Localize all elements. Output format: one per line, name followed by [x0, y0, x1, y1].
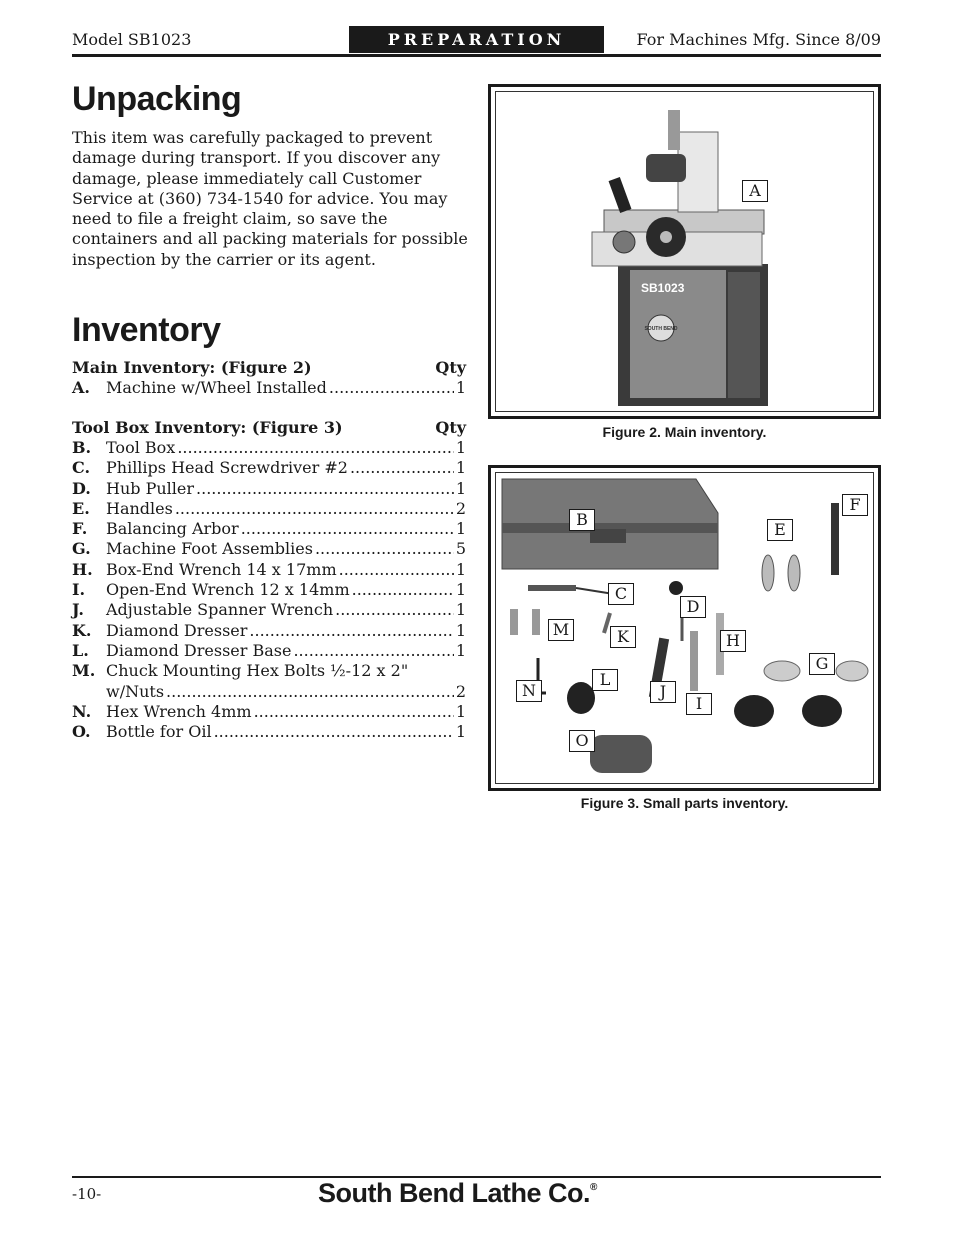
inventory-row	[72, 702, 466, 722]
item-qty: 1	[455, 580, 466, 600]
item-name: w/Nuts	[106, 681, 165, 701]
toolbox-inventory-list	[72, 418, 466, 742]
item-name: Machine w/Wheel Installed	[106, 378, 327, 397]
leader-dots	[335, 600, 454, 620]
table-handwheel	[613, 231, 635, 253]
item-qty: 1	[455, 640, 466, 660]
figure-3-frame	[488, 465, 881, 791]
leader-dots	[196, 479, 454, 499]
qty-label: Qty	[435, 358, 466, 377]
item-letter: N.	[72, 701, 92, 721]
item-qty: 2	[455, 681, 466, 701]
main-inventory-list	[72, 358, 466, 398]
machine-foot	[802, 695, 842, 727]
item-name: Hex Wrench 4mm	[106, 701, 252, 721]
item-letter: D.	[72, 478, 91, 498]
item-letter: K.	[72, 620, 92, 640]
inventory-row	[72, 479, 466, 499]
callout-o: O	[569, 730, 595, 752]
callout-b: B	[569, 509, 595, 531]
main-inventory-title: Main Inventory: (Figure 2)	[72, 358, 312, 377]
leader-dots	[249, 621, 453, 641]
screwdriver-handle	[528, 585, 576, 591]
item-name: Balancing Arbor	[106, 519, 239, 539]
spindle-head	[668, 110, 680, 150]
cabinet-side	[728, 272, 760, 398]
item-qty: 1	[455, 620, 466, 640]
item-letter: A.	[72, 378, 90, 397]
toolbox-inventory-header	[72, 418, 466, 438]
item-name: Adjustable Spanner Wrench	[106, 600, 334, 620]
item-letter: O.	[72, 722, 91, 742]
inventory-heading: Inventory	[72, 311, 221, 349]
handle	[762, 555, 774, 591]
item-letter: M.	[72, 661, 96, 681]
inventory-row	[72, 438, 466, 458]
leader-dots	[254, 702, 454, 722]
item-qty: 1	[455, 701, 466, 721]
item-qty: 5	[455, 539, 466, 559]
inventory-row	[72, 682, 466, 702]
item-name: Open-End Wrench 12 x 14mm	[106, 580, 350, 600]
item-name: Hub Puller	[106, 478, 195, 498]
callout-n: N	[516, 680, 542, 702]
diamond-dresser-base	[567, 682, 595, 714]
inventory-row	[72, 539, 466, 559]
leader-dots	[241, 519, 454, 539]
item-letter	[72, 682, 106, 702]
callout-m: M	[548, 619, 574, 641]
leader-dots	[339, 560, 454, 580]
item-letter: E.	[72, 498, 90, 518]
hex-bolt	[510, 609, 518, 635]
item-name: Machine Foot Assemblies	[106, 539, 313, 559]
leader-dots	[350, 458, 454, 478]
callout-k: K	[610, 626, 636, 648]
inventory-row	[72, 560, 466, 580]
item-letter: F.	[72, 519, 88, 539]
unpacking-paragraph: This item was carefully packaged to prevent damage during transport. If you discover any damage, please immediately call Customer Service at (360) 734-1540 for advice. You may need to file a freight claim, so save the containers and all packing materials for possible inspection by the carrier or its agent.	[72, 128, 468, 269]
callout-e: E	[767, 519, 793, 541]
machine-foot	[764, 661, 800, 681]
page-number: -10-	[72, 1185, 102, 1203]
unpacking-heading: Unpacking	[72, 80, 242, 118]
machines-since: For Machines Mfg. Since 8/09	[636, 30, 881, 49]
machine-model-label: SB1023	[641, 281, 685, 295]
handwheel-hub	[660, 231, 672, 243]
callout-h: H	[720, 630, 746, 652]
figure-3-image	[495, 472, 874, 784]
item-name: Chuck Mounting Hex Bolts ½-12 x 2"	[106, 661, 409, 681]
inventory-row	[72, 378, 466, 398]
item-name: Tool Box	[106, 438, 176, 457]
item-qty: 1	[455, 478, 466, 498]
inventory-row	[72, 519, 466, 539]
callout-j: J	[650, 681, 676, 703]
wheel-guard	[646, 154, 686, 182]
leader-dots	[329, 378, 454, 398]
hex-bolt	[532, 609, 540, 635]
header-rule	[72, 54, 881, 57]
surface-grinder-illustration	[496, 92, 873, 411]
toolbox-inventory-title: Tool Box Inventory: (Figure 3)	[72, 418, 343, 437]
balancing-arbor	[831, 503, 839, 575]
item-qty: 1	[455, 458, 466, 478]
item-letter: H.	[72, 559, 93, 579]
inventory-row	[72, 661, 466, 681]
callout-d: D	[680, 596, 706, 618]
item-letter: C.	[72, 458, 91, 478]
item-name: Diamond Dresser Base	[106, 640, 292, 660]
callout-f: F	[842, 494, 868, 516]
item-qty: 1	[455, 438, 466, 457]
figure-2-caption: Figure 2. Main inventory.	[602, 424, 767, 440]
item-letter: J.	[72, 600, 84, 620]
leader-dots	[166, 682, 454, 702]
handle	[788, 555, 800, 591]
callout-i: I	[686, 693, 712, 715]
page-header	[72, 26, 881, 54]
figure-2-image	[495, 91, 874, 412]
inventory-row	[72, 600, 466, 620]
item-qty: 1	[455, 600, 466, 620]
leader-dots	[177, 438, 454, 458]
item-name: Diamond Dresser	[106, 620, 248, 640]
leader-dots	[293, 641, 453, 661]
brand-badge-text: SOUTH BEND	[644, 326, 678, 332]
qty-label: Qty	[435, 418, 466, 437]
callout-l: L	[592, 669, 618, 691]
inventory-row	[72, 722, 466, 742]
callout-c: C	[608, 583, 634, 605]
main-inventory-header	[72, 358, 466, 378]
item-letter: L.	[72, 640, 89, 660]
item-letter: G.	[72, 539, 91, 559]
item-name: Box-End Wrench 14 x 17mm	[106, 559, 337, 579]
item-qty: 1	[455, 519, 466, 539]
leader-dots	[315, 539, 454, 559]
item-name: Handles	[106, 498, 173, 518]
item-letter: B.	[72, 438, 92, 457]
open-end-wrench	[690, 631, 698, 691]
inventory-row	[72, 621, 466, 641]
inventory-row	[72, 580, 466, 600]
brand-name: South Bend Lathe Co.	[318, 1178, 590, 1208]
registered-mark: ®	[589, 1182, 597, 1193]
machine-foot	[836, 661, 868, 681]
inventory-row	[72, 641, 466, 661]
inventory-row	[72, 499, 466, 519]
machine-foot	[734, 695, 774, 727]
oil-bottle	[590, 735, 652, 773]
figure-3-caption: Figure 3. Small parts inventory.	[580, 795, 789, 811]
leader-dots	[175, 499, 454, 519]
tool-box-latch	[590, 529, 626, 543]
figure-2-frame	[488, 84, 881, 419]
section-title: PREPARATION	[349, 26, 604, 53]
item-qty: 1	[455, 378, 466, 397]
model-number: Model SB1023	[72, 30, 192, 49]
callout-g: G	[809, 653, 835, 675]
item-name: Phillips Head Screwdriver #2	[106, 458, 348, 478]
hub-puller	[669, 581, 683, 595]
item-letter: I.	[72, 580, 86, 600]
item-qty: 1	[455, 722, 466, 742]
table-stop	[609, 177, 632, 213]
item-name: Bottle for Oil	[106, 722, 212, 742]
inventory-row	[72, 458, 466, 478]
leader-dots	[352, 580, 454, 600]
item-qty: 1	[455, 559, 466, 579]
brand-logo	[318, 1178, 597, 1209]
callout-a: A	[742, 180, 768, 202]
item-qty: 2	[455, 498, 466, 518]
leader-dots	[214, 722, 454, 742]
